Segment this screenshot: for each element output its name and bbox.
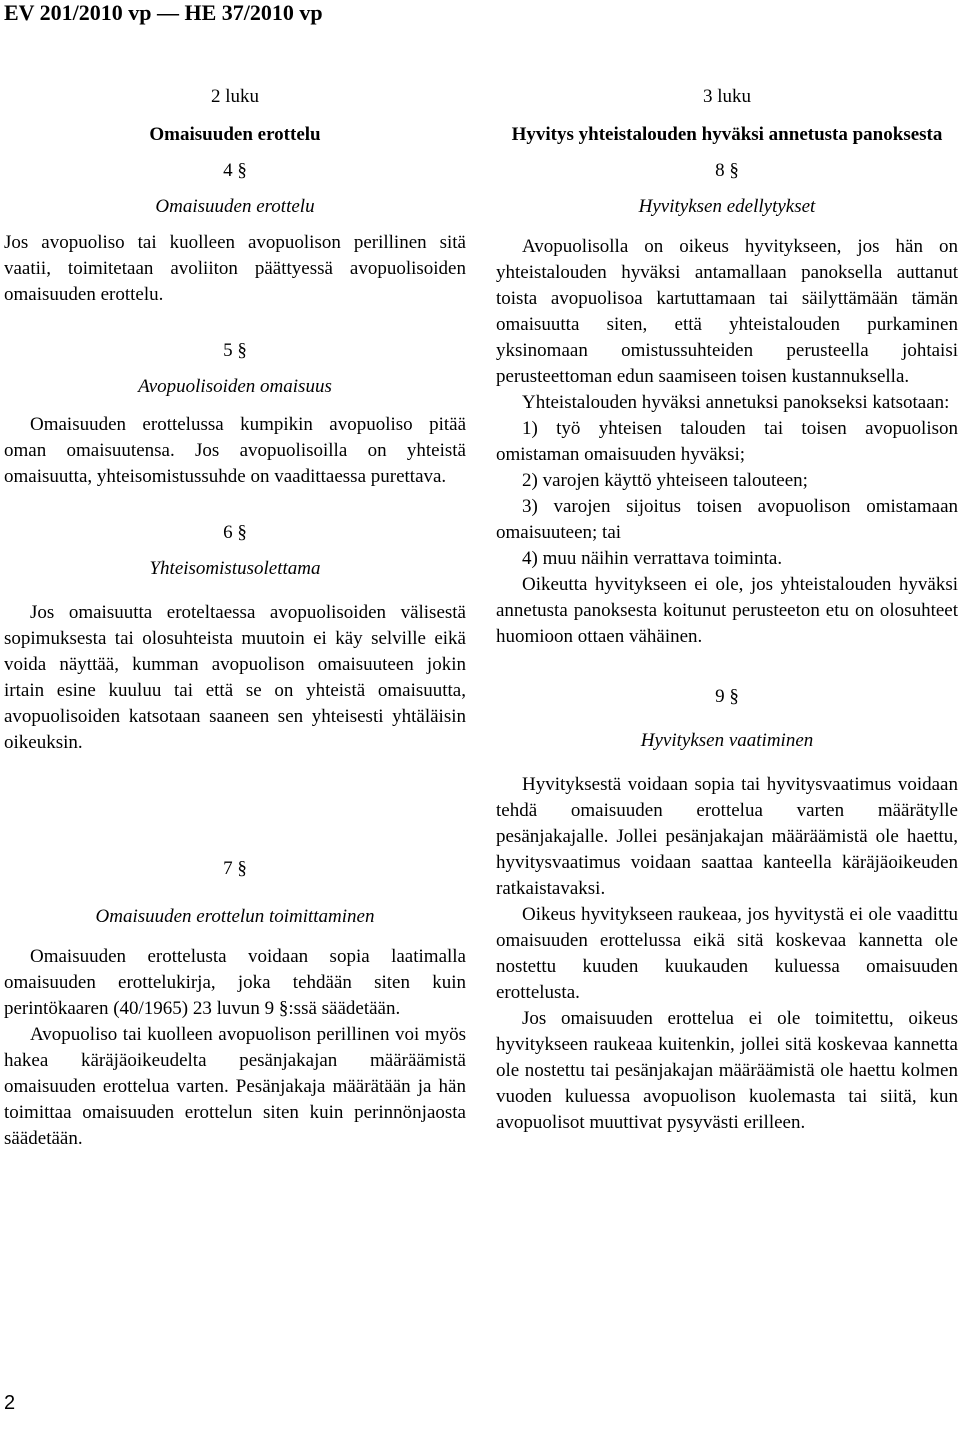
chapter-title: Omaisuuden erottelu	[149, 124, 321, 145]
paragraph: Jos omaisuutta eroteltaessa avopuolisoiden välisestä sopimuksesta tai olosuhteista muutoin ei käy selville eikä voida näyttää, kumman avopuolison omaisuuteen jokin irtain esine kuuluu tai että se on yhteistä omaisuutta, avopuolisoiden katsotaan saaneen sen yhteisesti yhtäläisin oikeuksin.	[4, 602, 466, 753]
chapter-label: 3 luku	[702, 86, 752, 107]
section-title: Omaisuuden erottelu	[155, 196, 315, 217]
section-number: 6 §	[223, 522, 247, 543]
document-header: EV 201/2010 vp — HE 37/2010 vp	[4, 0, 323, 25]
section-number: 9 §	[715, 686, 739, 707]
section-title: Omaisuuden erottelun toimittaminen	[95, 906, 375, 927]
section-number: 8 §	[715, 160, 739, 181]
paragraph: Omaisuuden erottelusta voidaan sopia laatimalla omaisuuden erottelukirja, joka tehdään siten kuin perintökaaren (40/1965) 23 luvun 9 §:ssä säädetään.	[4, 946, 466, 1019]
paragraph: Avopuoliso tai kuolleen avopuolison perillinen voi myös hakea käräjäoikeudelta pesänjakajan määräämistä omaisuuden erottelua varten. Pesänjakaja määrätään ja hän toimittaa omaisuuden erottelun siten kuin perinnönjaosta säädetään.	[4, 1024, 466, 1149]
paragraph: Jos avopuoliso tai kuolleen avopuolison perillinen sitä vaatii, toimitetaan avoliiton päättyessä avopuolisoiden omaisuuden erottelu.	[4, 232, 466, 305]
right-column	[496, 84, 958, 1136]
paragraph: Omaisuuden erottelussa kumpikin avopuoliso pitää oman omaisuutensa. Jos avopuolisoilla on yhteistä omaisuutta, yhteisomistussuhde on vaadittaessa purettava.	[4, 414, 466, 487]
section-title: Hyvityksen edellytykset	[638, 196, 816, 217]
section-title: Avopuolisoiden omaisuus	[138, 376, 332, 397]
chapter-label: 2 luku	[210, 86, 260, 107]
section-title: Hyvityksen vaatiminen	[640, 730, 814, 751]
paragraph: Avopuolisolla on oikeus hyvitykseen, jos hän on yhteistalouden hyväksi antamallaan panoksella auttanut toista avopuolisoa kartuttamaan tai säilyttämään tämän omaisuutta siten, että yhteistalouden purkaminen yksinomaan omistussuhteiden perusteella johtaisi perusteettoman edun saamiseen toisen kustannuksella.	[496, 236, 958, 387]
section-title: Yhteisomistusolettama	[149, 558, 321, 579]
chapter-title: Hyvitys yhteistalouden hyväksi annetusta panoksesta	[511, 124, 943, 145]
paragraph: Oikeus hyvitykseen raukeaa, jos hyvitystä ei ole vaadittu omaisuuden erottelussa eikä sitä koskevaa kannetta ole nostettu kuuden kuukauden kuluessa omaisuuden erottelusta.	[496, 904, 958, 1003]
section-number: 7 §	[223, 858, 247, 879]
section-number: 5 §	[223, 340, 247, 361]
list-item: 2) varojen käyttö yhteiseen talouteen;	[522, 470, 808, 491]
section-number: 4 §	[223, 160, 247, 181]
list-item: 1) työ yhteisen talouden tai toisen avopuolison omistaman omaisuuden hyväksi;	[496, 418, 958, 465]
paragraph: Jos omaisuuden erottelua ei ole toimitettu, oikeus hyvitykseen raukeaa kuitenkin, jollei sitä koskevaa kannetta ole nostettu tai pesänjakajan määräämistä ole haettu kolmen vuoden kuluessa avopuolison kuolemasta tai siitä, kun avopuolisot muuttivat pysyvästi erilleen.	[496, 1008, 958, 1133]
list-item: 4) muu näihin verrattava toiminta.	[522, 548, 783, 569]
left-column	[4, 84, 466, 1152]
page-number: 2	[4, 1392, 16, 1414]
paragraph: Yhteistalouden hyväksi annetuksi panokseksi katsotaan:	[522, 392, 950, 413]
paragraph: Hyvityksestä voidaan sopia tai hyvitysvaatimus voidaan tehdä omaisuuden erottelua varten määrätylle pesänjakajalle. Jollei pesänjakajan määräämistä ole haettu, hyvitysvaatimus voidaan saattaa kanteella käräjäoikeuden ratkaistavaksi.	[496, 774, 958, 899]
paragraph: Oikeutta hyvitykseen ei ole, jos yhteistalouden hyväksi annetusta panoksesta koitunut perusteeton etu on olosuhteet huomioon ottaen vähäinen.	[496, 574, 958, 647]
list-item: 3) varojen sijoitus toisen avopuolison omistamaan omaisuuteen; tai	[496, 496, 958, 543]
